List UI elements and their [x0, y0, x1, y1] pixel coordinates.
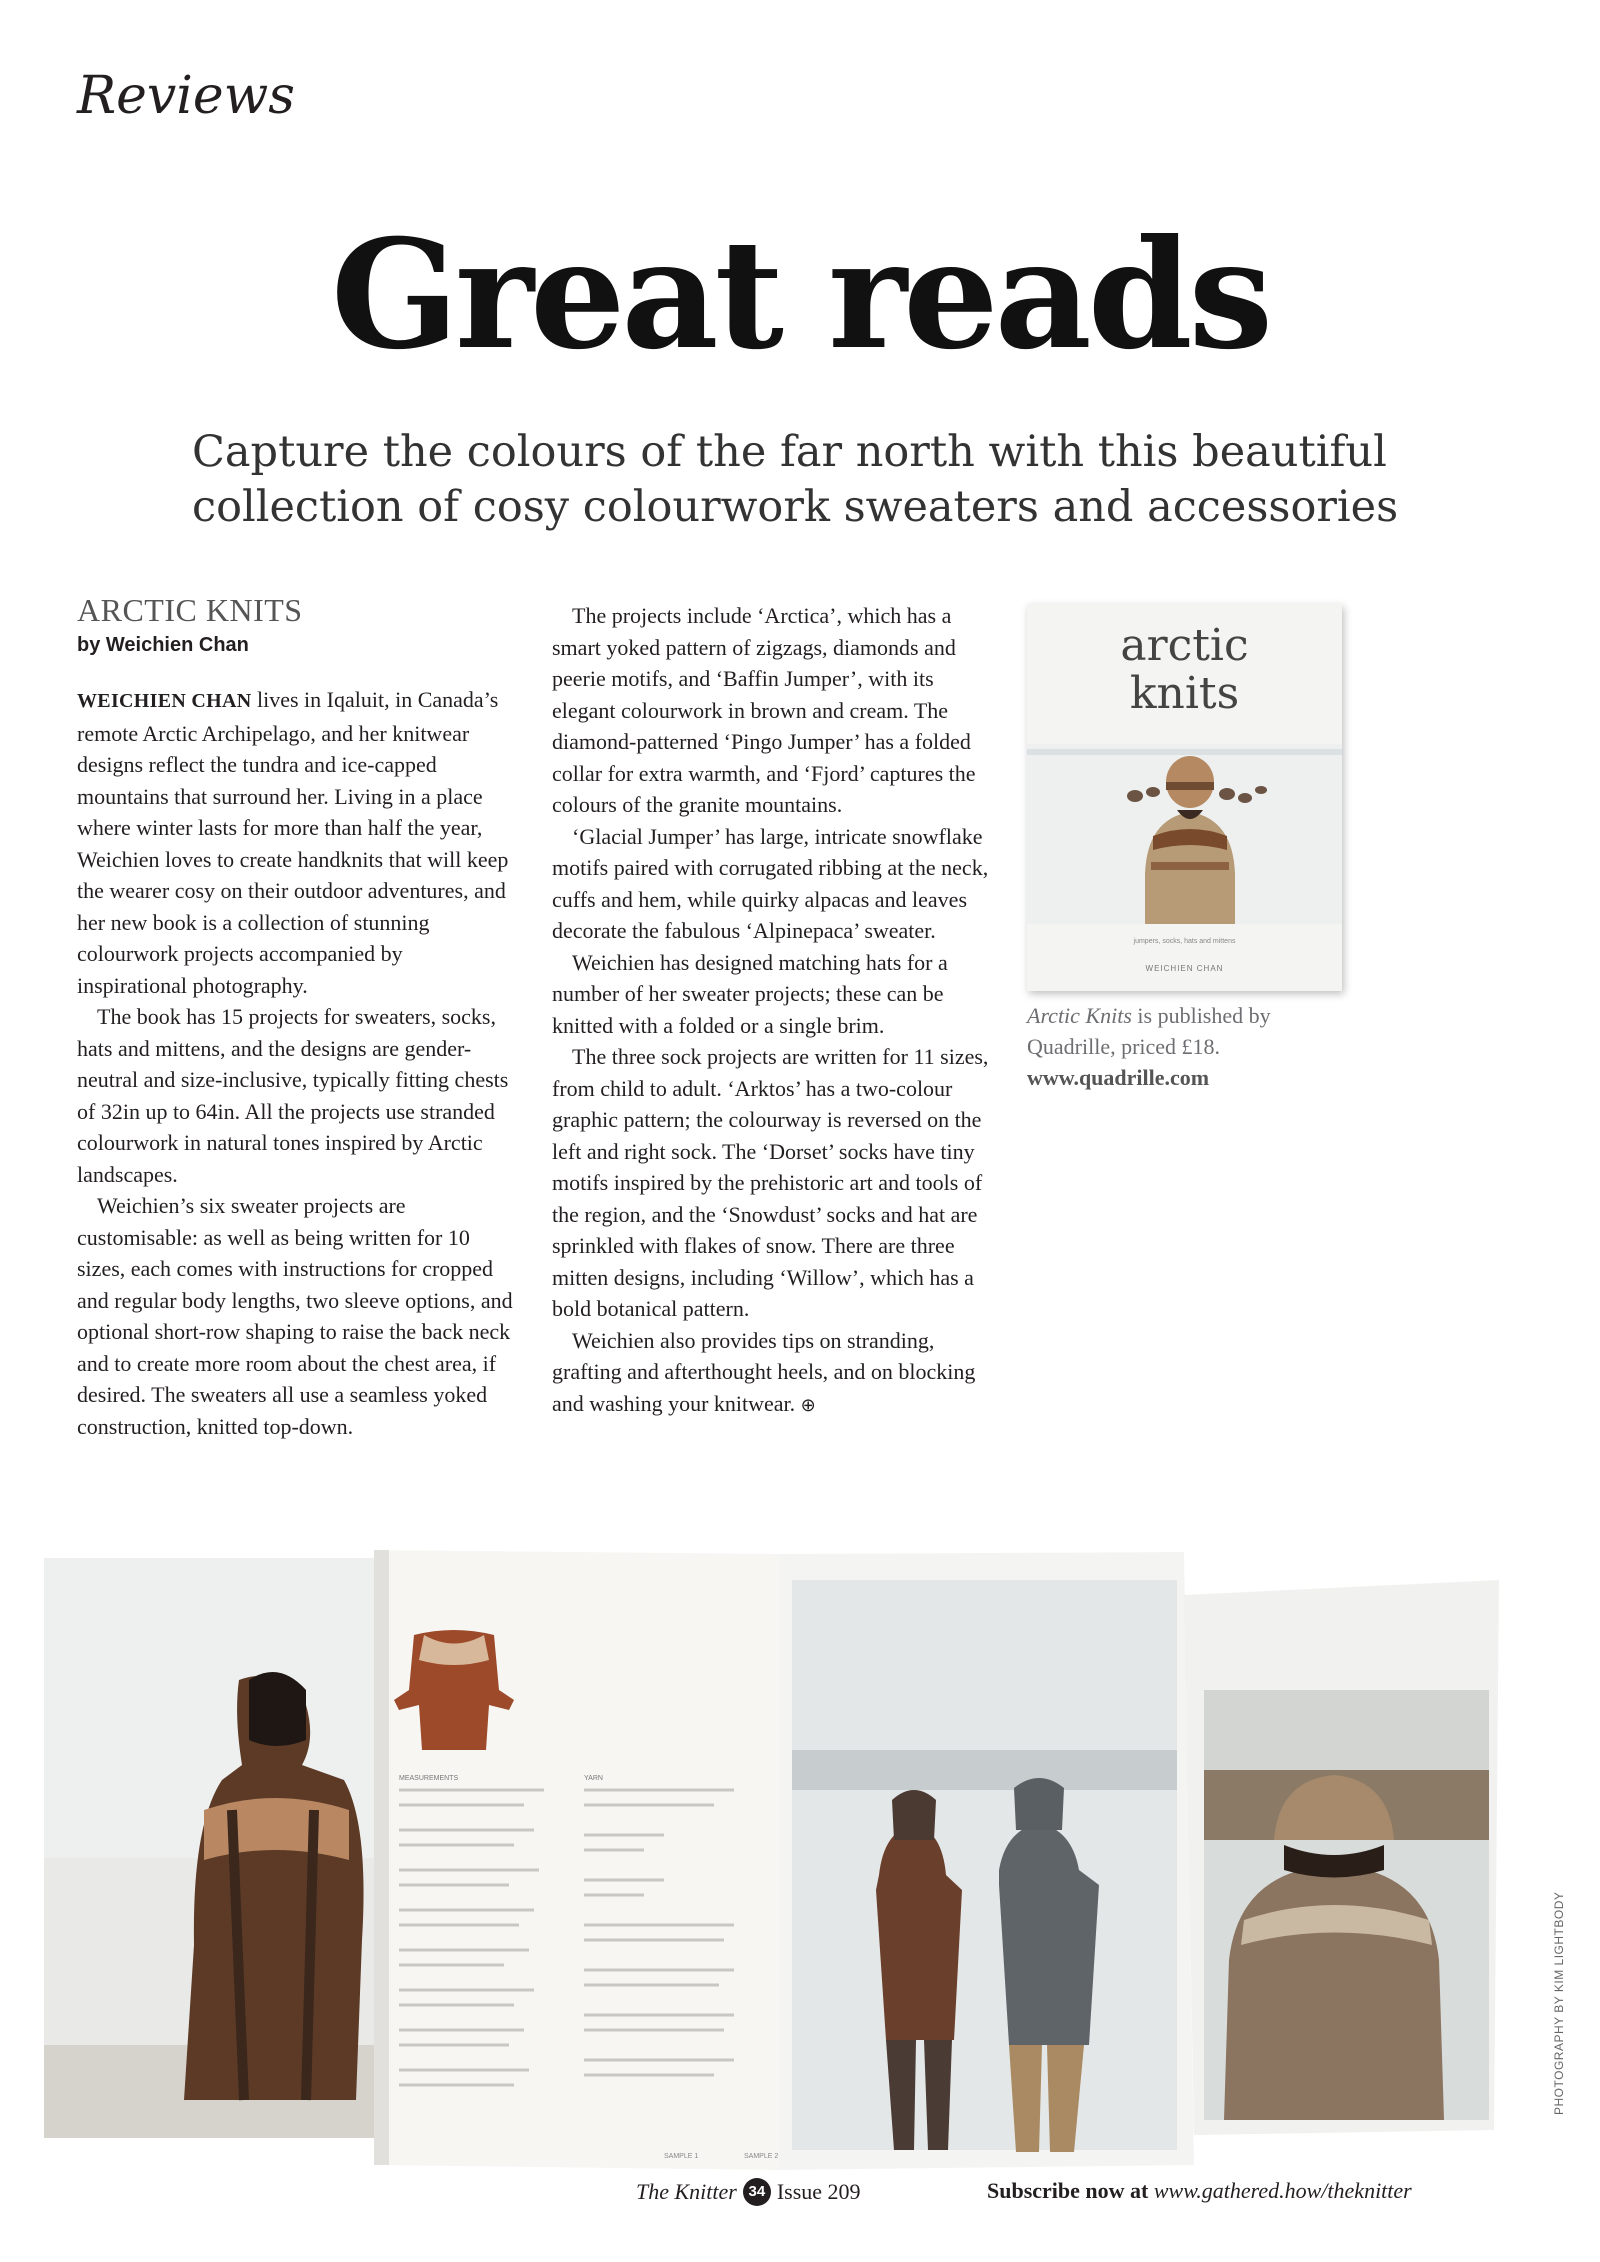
paragraph-8-text: Weichien also provides tips on stranding, grafting and afterthought heels, and on blocking and washing your knitwear. — [552, 1327, 976, 1416]
spread-measurements-heading: MEASUREMENTS — [399, 1775, 459, 1782]
subscribe-text: Subscribe now at — [987, 2178, 1154, 2203]
caption-text: is published by Quadrille, priced £18. — [1027, 1003, 1271, 1059]
paragraph-6: Weichien has designed matching hats for a number of her sweater projects; these can be knitted with a folded or a single brim. — [552, 949, 948, 1038]
caption-book-title: Arctic Knits — [1027, 1003, 1132, 1028]
cover-author: WEICHIEN CHAN — [1145, 964, 1224, 973]
paragraph-1 — [77, 684, 517, 1001]
book-author: by Weichien Chan — [77, 634, 249, 656]
section-label: Reviews — [77, 66, 295, 126]
headline: Great reads — [330, 207, 1270, 383]
paragraph-7: The three sock projects are written for 11 sizes, from child to adult. ‘Arktos’ has a two-colour graphic pattern; the colourway is reversed on the left and right sock. The ‘Dorset’ socks have tiny motifs inspired by the prehistoric art and tools of the region, and the ‘Snowdust’ socks and hat are sprinkled with flakes of snow. There are three mitten designs, including ‘Willow’, which has a bold botanical pattern. — [552, 1044, 989, 1321]
subscribe-link[interactable]: www.gathered.how/theknitter — [1153, 2178, 1412, 2203]
standfirst: Capture the colours of the far north with this beautiful collection of cosy colourwork sweaters and accessories — [192, 427, 1399, 532]
cover-caption — [1027, 1000, 1347, 1093]
right-page-photo — [1184, 1580, 1499, 2135]
paragraph-5: ‘Glacial Jumper’ has large, intricate snowflake motifs paired with corrugated ribbing at the neck, cuffs and hem, while quirky alpacas and leaves decorate the fabulous ‘Alpinepaca’ sweater. — [552, 823, 989, 943]
page-number: 34 — [743, 2178, 771, 2206]
spread-yarn-heading: YARN — [584, 1775, 603, 1782]
article-column-2 — [552, 600, 997, 1421]
photo-credit: PHOTOGRAPHY BY KIM LIGHTBODY — [1552, 1891, 1566, 2115]
footer-magazine — [636, 2178, 861, 2206]
cover-title-line-1: arctic — [1120, 620, 1249, 671]
spread-label-sample-1: SAMPLE 1 — [664, 2153, 699, 2160]
article-column-1 — [77, 592, 517, 1442]
left-page-photo — [44, 1558, 414, 2138]
end-mark-icon: ⊕ — [800, 1394, 816, 1416]
footer-subscribe — [987, 2178, 1412, 2204]
paragraph-4: The projects include ‘Arctica’, which has a smart yoked pattern of zigzags, diamonds and peerie motifs, and ‘Baffin Jumper’, with its elegant colourwork in brown and cream. The diamond-patterned ‘Pingo Jumper’ has a folded collar for extra warmth, and ‘Fjord’ captures the colours of the granite mountains. — [552, 603, 976, 817]
paragraph-2: The book has 15 projects for sweaters, socks, hats and mittens, and the designs are gender-neutral and size-inclusive, typically fitting chests of 32in up to 64in. All the projects use stranded colourwork in natural tones inspired by Arctic landscapes. — [77, 1004, 509, 1187]
book-cover — [1027, 604, 1342, 991]
spread-label-sample-2: SAMPLE 2 — [744, 2153, 779, 2160]
book-title: ARCTIC KNITS — [77, 592, 303, 628]
magazine-name: The Knitter — [636, 2179, 737, 2204]
issue-number: Issue 209 — [776, 2179, 861, 2204]
paragraph-1-text: lives in Iqaluit, in Canada’s remote Arctic Archipelago, and her knitwear designs reflect the tundra and ice-capped mountains that surround her. Living in a place where winter lasts for more than half the year, Weichien loves to create handknits that will keep the wearer cosy on their outdoor adventures, and her new book is a collection of stunning colourwork projects accompanied by inspirational photography. — [77, 687, 509, 998]
cover-photo — [1027, 604, 1342, 991]
lead-name: WEICHIEN CHAN — [77, 690, 252, 712]
paragraph-8 — [552, 1325, 997, 1422]
cover-title-line-2: knits — [1129, 668, 1240, 719]
pattern-page — [374, 1550, 779, 2170]
cover-tagline: jumpers, socks, hats and mittens — [1133, 938, 1236, 945]
book-spread-photo — [44, 1540, 1544, 2170]
book-spread-illustration — [44, 1540, 1544, 2170]
couple-photo-page — [779, 1552, 1194, 2170]
publisher-link[interactable]: www.quadrille.com — [1027, 1065, 1210, 1090]
paragraph-3: Weichien’s six sweater projects are customisable: as well as being written for 10 sizes, each comes with instructions for cropped and regular body lengths, two sleeve options, and optional short-row shaping to raise the back neck and to create more room about the chest area, if desired. The sweaters all use a seamless yoked construction, knitted top-down. — [77, 1193, 513, 1439]
